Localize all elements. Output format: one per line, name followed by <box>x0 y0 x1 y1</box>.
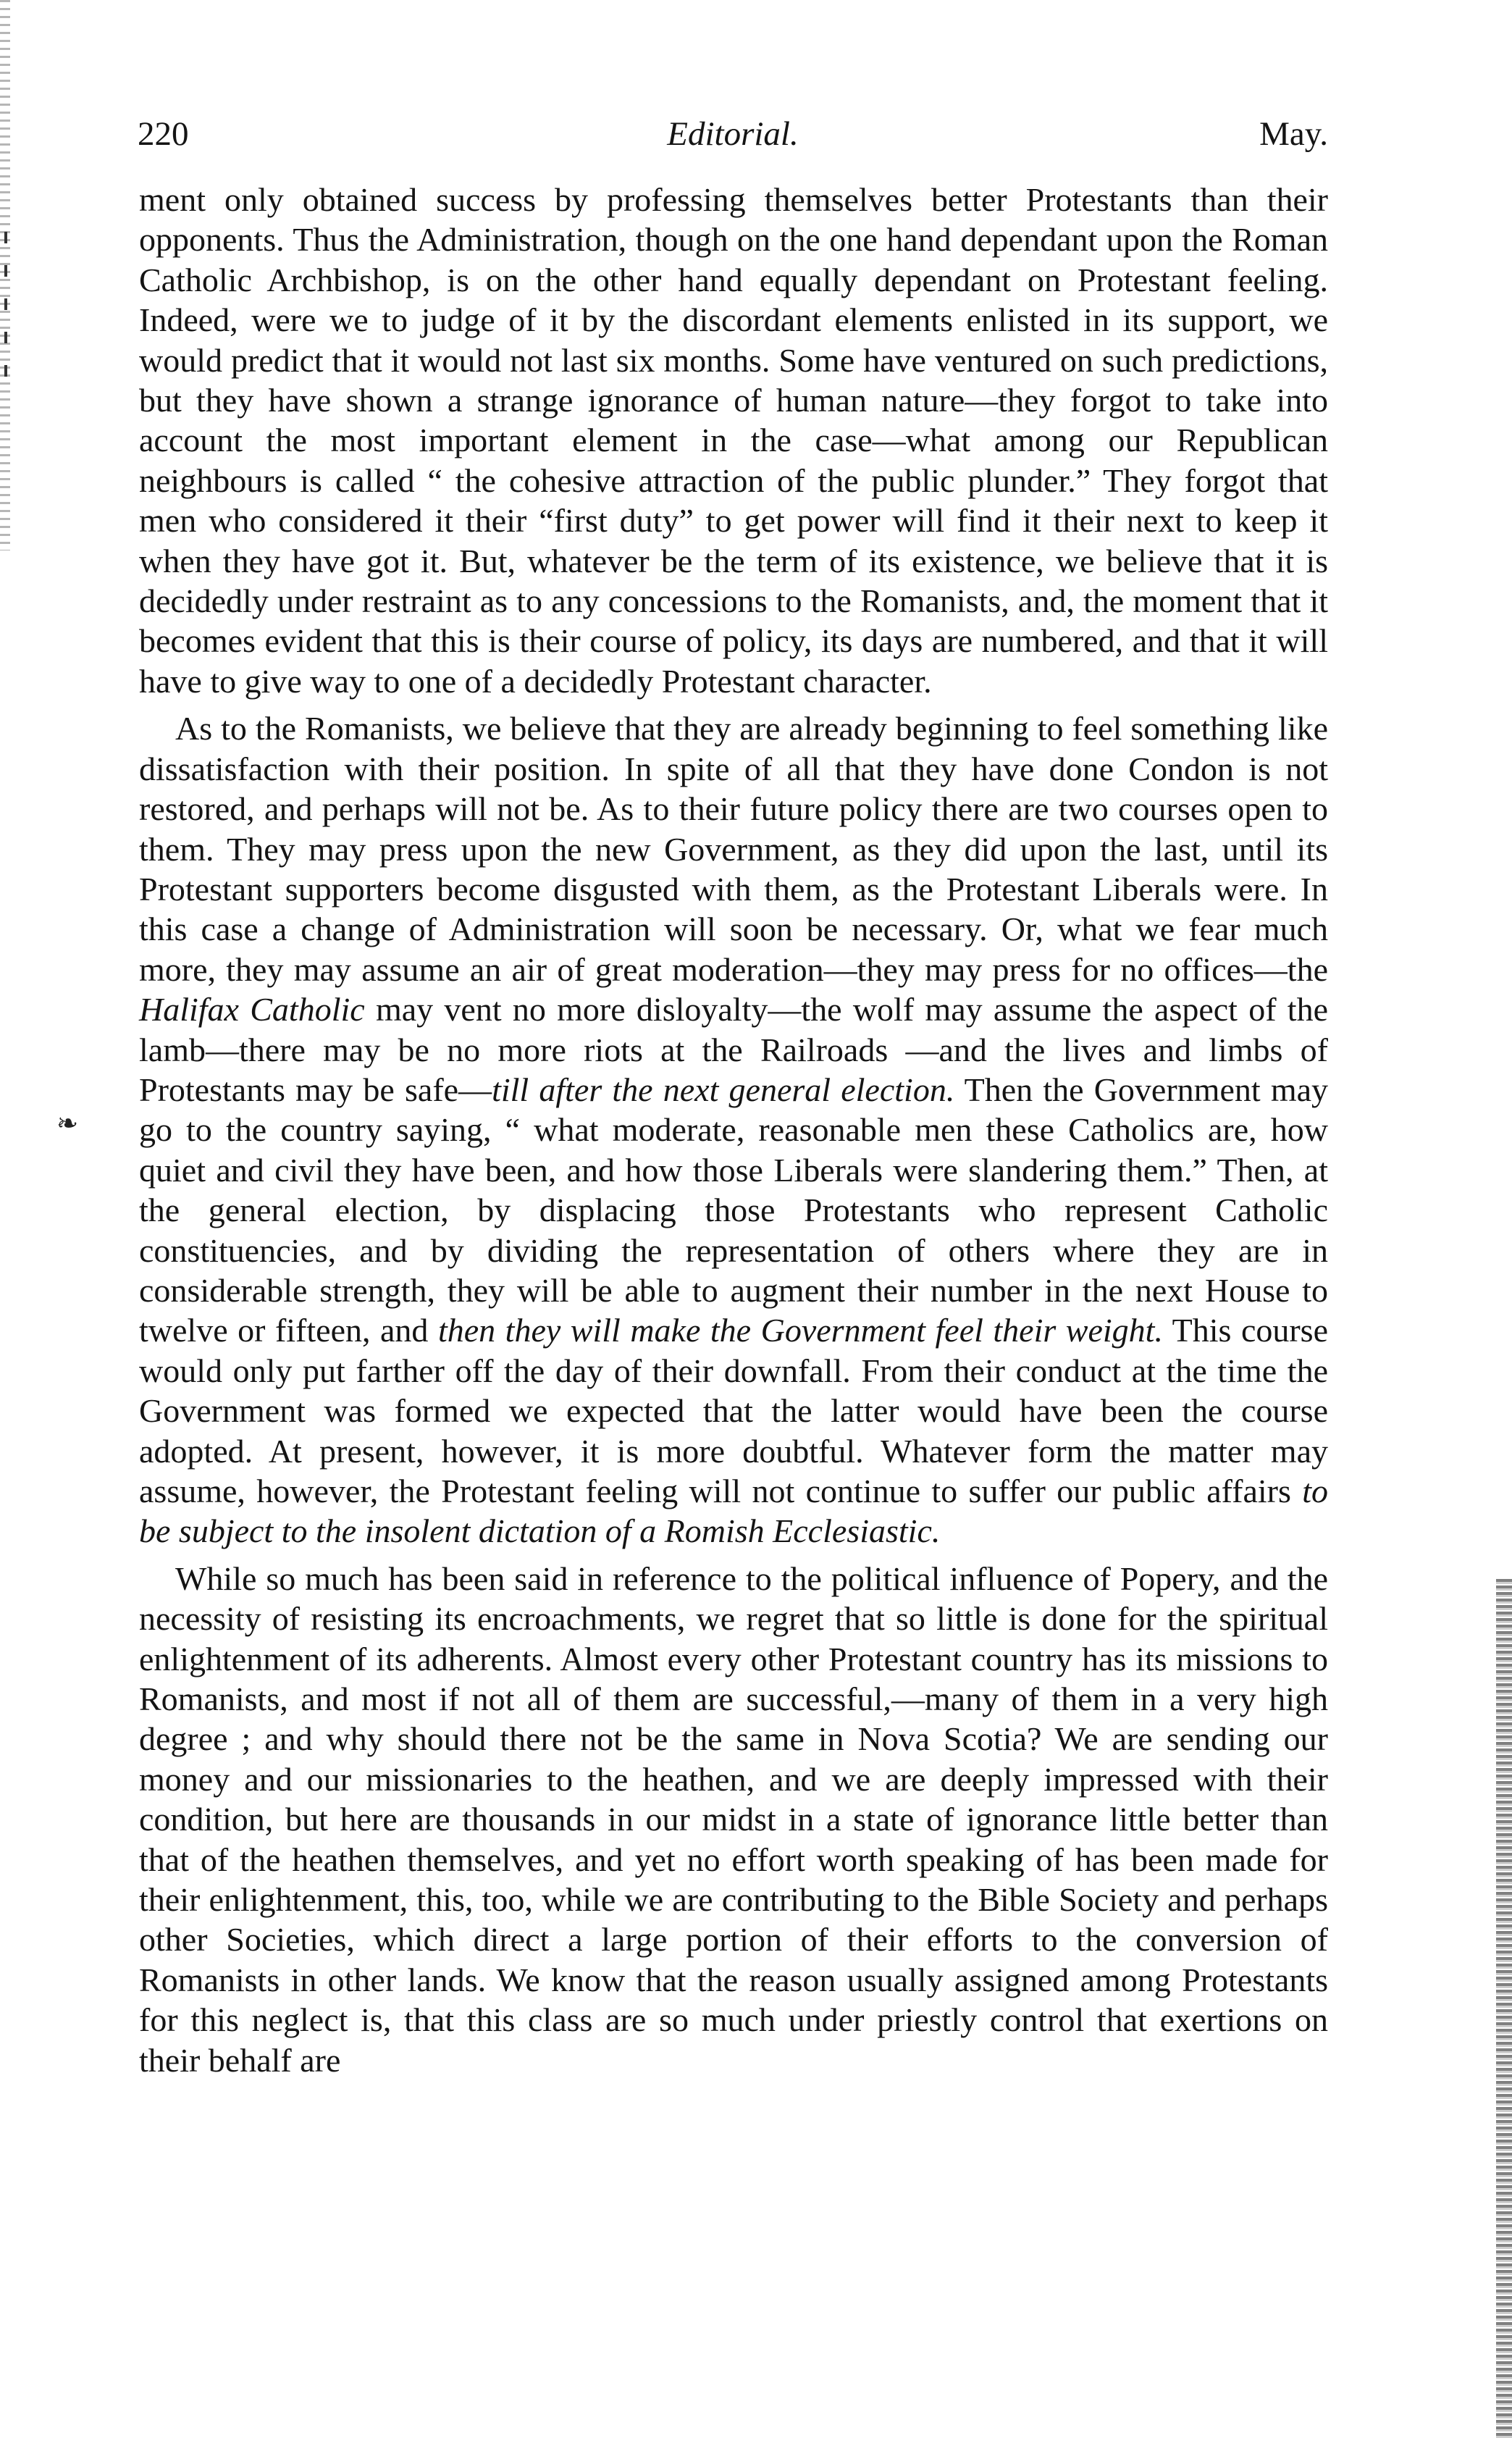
page-number: 220 <box>138 115 189 153</box>
margin-ticks <box>4 232 13 398</box>
paragraph-2-text-3: Then the Government may go to the country saying, “ what moderate, reasonable men these Catholics are, how quiet and civil they have been, and how those Liberals were slandering them.” Then, at the general election, by displacing those Protestants who represent Catholic constituencies, and by dividing the representation of others where they are in considerable strength, they will be able to augment their number in the next House to twelve or fifteen, and <box>139 1071 1329 1349</box>
page-header <box>138 109 1328 159</box>
paragraph-2-italic-2: till after the next general election. <box>492 1071 955 1108</box>
paragraph-1: ment only obtained success by professing themselves better Protestants than their opponents. Thus the Administration, though on the one hand dependant upon the Roman Catholic Archbishop, is on the other hand equally dependant on Protestant feeling. Indeed, were we to judge of it by the discordant elements enlisted in its support, we would predict that it would not last six months. Some have ventured on such predictions, but they have shown a strange ignorance of human nature—they forgot to take into account the most important element in the case—what among our Republican neighbours is called “ the cohesive attraction of the public plunder.” They forgot that men who considered it their “first duty” to get power will find it their next to keep it when they have got it. But, whatever be the term of its existence, we believe that it is decidedly under restraint as to any concessions to the Romanists, and, the moment that it becomes evident that this is their course of policy, its days are numbered, and that it will have to give way to one of a decidedly Protestant character. <box>139 181 1328 700</box>
paragraph-2-text-4: This course would only put farther off the day of their downfall. From their conduct at the time the Government was formed we expected that the latter would have been the course adopted. At present, however, it is more doubtful. Whatever form the matter may assume, however, the Protestant feeling will not continue to suffer our public affairs <box>139 1312 1329 1509</box>
page-edge-right <box>1496 1579 1512 2438</box>
paragraph-2-italic-1: Halifax Catholic <box>139 991 365 1029</box>
running-title: Editorial. <box>667 115 799 153</box>
margin-mark: ❧ <box>56 1109 79 1138</box>
paragraph-2-text-1: As to the Romanists, we believe that they are already beginning to feel something like dissatisfaction with their position. In spite of all that they have done Condon is not restored, and perhaps will not be. As to their future policy there are two courses open to them. They may press upon the new Government, as they did upon the last, until its Protestant supporters become disgusted with them, as the Protestant Liberals were. In this case a change of Administration will soon be necessary. Or, what we fear much more, they may assume an air of great moderation—they may press for no offices—the <box>139 710 1328 988</box>
paragraph-2-text-2: may vent no more disloyalty—the wolf may assume the aspect of the lamb—there may be no more riots at the Railroads —and the lives and limbs of Protestants may be safe— <box>139 991 1328 1108</box>
running-month: May. <box>1259 115 1328 153</box>
paragraph-2-italic-3: then they will make the Government feel their weight. <box>437 1312 1163 1349</box>
paragraph-3: While so much has been said in reference to the political influence of Popery, and the necessity of resisting its encroachments, we regret that so little is done for the spiritual enlightenment of its adherents. Almost every other Protestant country has its missions to Romanists, and most if not all of them are successful,—many of them in a very high degree ; and why should there not be the same in Nova Scotia? We are sending our money and our missionaries to the heathen, and we are deeply impressed with their condition, but here are thousands in our midst in a state of ignorance little better than that of the heathen themselves, and yet no effort worth speaking of has been made for their enlightenment, this, too, while we are contributing to the Bible Society and perhaps other Societies, which direct a large portion of their efforts to the conversion of Romanists in other lands. We know that the reason usually assigned among Protestants for this neglect is, that this class are so much under priestly control that exertions on their behalf are <box>139 1559 1328 2079</box>
article-body <box>139 180 1328 2087</box>
paragraph-2 <box>139 708 1328 1551</box>
paragraph-2-italic-4: to be subject to the insolent dictation of a Romish Ecclesiastic. <box>139 1473 1328 1550</box>
